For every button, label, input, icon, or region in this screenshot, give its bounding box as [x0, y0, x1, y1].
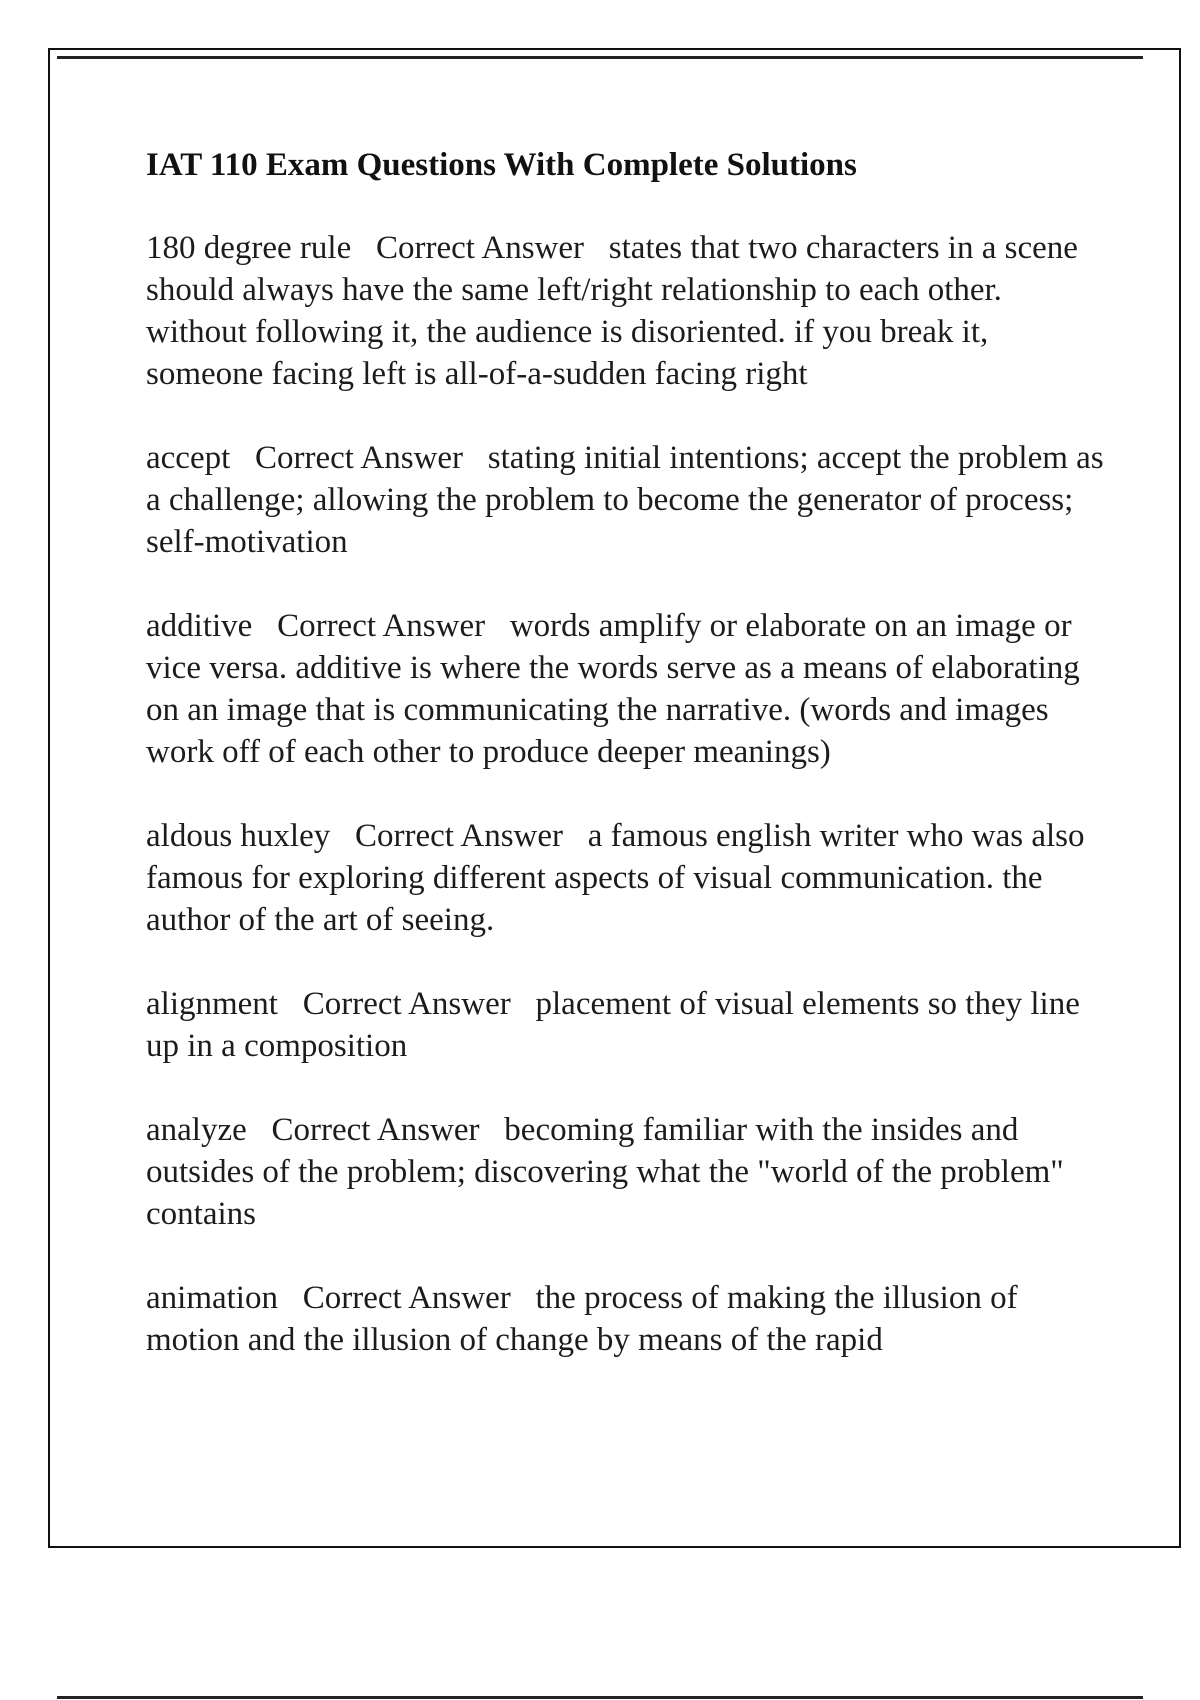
correct-answer-label: Correct Answer — [252, 608, 510, 644]
qa-entry — [146, 983, 1106, 1067]
correct-answer-label: Correct Answer — [277, 1280, 536, 1316]
entry-definition: states that two characters in a scene should always have the same left/right relationship to each other. without following it, the audience is disoriented. if you break it, someone facing left is all-of-a-sudden facing right — [146, 230, 1087, 392]
qa-entry — [146, 227, 1106, 395]
entry-term: alignment — [146, 986, 278, 1022]
entry-term: analyze — [146, 1112, 247, 1148]
correct-answer-label: Correct Answer — [230, 440, 488, 476]
entry-definition: stating initial intentions; accept the problem as a challenge; allowing the problem to become the generator of process; self-motivation — [146, 440, 1112, 560]
entry-definition: a famous english writer who was also famous for exploring different aspects of visual communication. the author of the art of seeing. — [146, 818, 1093, 938]
qa-entry — [146, 605, 1106, 773]
qa-entry — [146, 1277, 1106, 1361]
document-title: IAT 110 Exam Questions With Complete Solutions — [146, 147, 857, 183]
entry-definition: becoming familiar with the insides and outsides of the problem; discovering what the "world of the problem" contains — [146, 1112, 1072, 1232]
correct-answer-label: Correct Answer — [246, 1112, 505, 1148]
correct-answer-label: Correct Answer — [330, 818, 588, 854]
entry-term: additive — [146, 608, 253, 644]
next-page-header-rule — [57, 1696, 1143, 1699]
qa-entry — [146, 1109, 1106, 1235]
entry-term: aldous huxley — [146, 818, 331, 854]
qa-entry — [146, 437, 1112, 563]
entry-definition: placement of visual elements so they line up in a composition — [146, 986, 1089, 1064]
document-body — [146, 143, 1112, 1403]
entry-term: animation — [146, 1280, 278, 1316]
correct-answer-label: Correct Answer — [277, 986, 536, 1022]
entry-definition: words amplify or elaborate on an image or vice versa. additive is where the words serve as a means of elaborating on an image that is communicating the narrative. (words and images work off of each other to produce deeper meanings) — [146, 608, 1088, 770]
correct-answer-label: Correct Answer — [351, 230, 609, 266]
entry-definition: the process of making the illusion of motion and the illusion of change by means of the rapid — [146, 1280, 1026, 1358]
header-rule — [57, 56, 1143, 59]
qa-entry — [146, 815, 1106, 941]
entry-term: 180 degree rule — [146, 230, 352, 266]
entry-term: accept — [146, 440, 231, 476]
